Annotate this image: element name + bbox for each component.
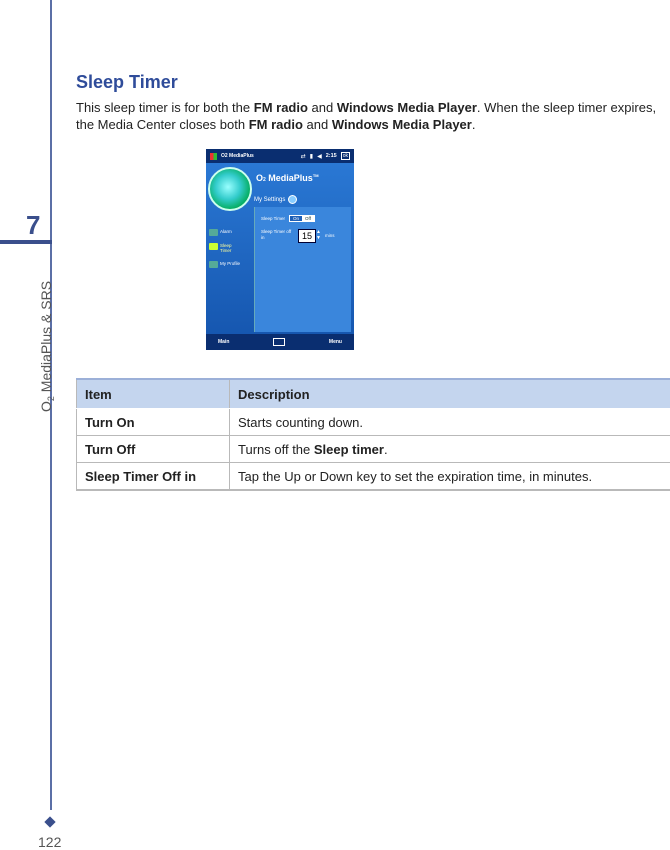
phone-menu-alarm: Alarm — [209, 229, 253, 236]
phone-status-bar — [206, 149, 354, 163]
chapter-bar — [0, 240, 52, 244]
phone-logo: O2 MediaPlus™ — [256, 173, 319, 183]
row-item: Turn On — [77, 409, 230, 436]
my-settings-header: My Settings — [254, 195, 297, 204]
header-description: Description — [230, 379, 670, 409]
sleep-timer-table — [76, 378, 670, 491]
row-description: Turns off the Sleep timer. — [230, 436, 670, 463]
folder-icon — [209, 243, 218, 250]
phone-app-name: O2 MediaPlus — [221, 153, 297, 159]
keyboard-icon — [273, 338, 285, 346]
phone-screenshot — [206, 149, 354, 350]
settings-dot-icon — [288, 195, 297, 204]
phone-ok-button: ok — [341, 152, 350, 160]
table-row — [77, 436, 670, 463]
row-item: Sleep Timer Off in — [77, 463, 230, 491]
globe-icon — [208, 167, 252, 211]
sleep-timer-toggle: On Off — [289, 215, 315, 222]
row-description: Starts counting down. — [230, 409, 670, 436]
page-number: 122 — [38, 834, 61, 850]
table-row — [77, 409, 670, 436]
folder-icon — [209, 229, 218, 236]
soft-key-menu: Menu — [329, 339, 342, 345]
phone-soft-keys — [206, 334, 354, 350]
signal-icon: ▮ — [310, 153, 313, 160]
table-row — [77, 463, 670, 491]
windows-start-icon — [210, 153, 217, 160]
phone-settings-panel: Sleep Timer On Off Sleep Timer off in 15 ▲ ▼ mins — [254, 207, 351, 332]
chapter-label: $O_2$ MediaPlus & SRS — [38, 252, 56, 412]
phone-menu-sleep-timer: Sleep Timer — [209, 243, 253, 253]
folder-icon — [209, 261, 218, 268]
volume-icon: ◀ — [317, 153, 322, 160]
phone-time: 2:15 — [326, 153, 337, 159]
row-item: Turn Off — [77, 436, 230, 463]
sleep-timer-row: Sleep Timer On Off — [261, 215, 315, 222]
phone-body — [206, 163, 354, 334]
header-item: Item — [77, 379, 230, 409]
section-title: Sleep Timer — [76, 72, 178, 93]
soft-key-main: Main — [218, 339, 229, 345]
chapter-number: 7 — [26, 210, 40, 241]
intro-paragraph: This sleep timer is for both the FM radio and Windows Media Player. When the sleep timer expires, the Media Center closes both FM radio and Windows Media Player. — [76, 99, 670, 133]
minutes-value: 15 — [298, 229, 316, 243]
connectivity-icon: ⇄ — [301, 153, 306, 160]
phone-menu-my-profile: My Profile — [209, 261, 253, 268]
up-down-arrows-icon: ▲ ▼ — [316, 229, 321, 241]
table-header-row — [77, 379, 670, 409]
diamond-icon — [44, 816, 55, 827]
row-description: Tap the Up or Down key to set the expiration time, in minutes. — [230, 463, 670, 491]
